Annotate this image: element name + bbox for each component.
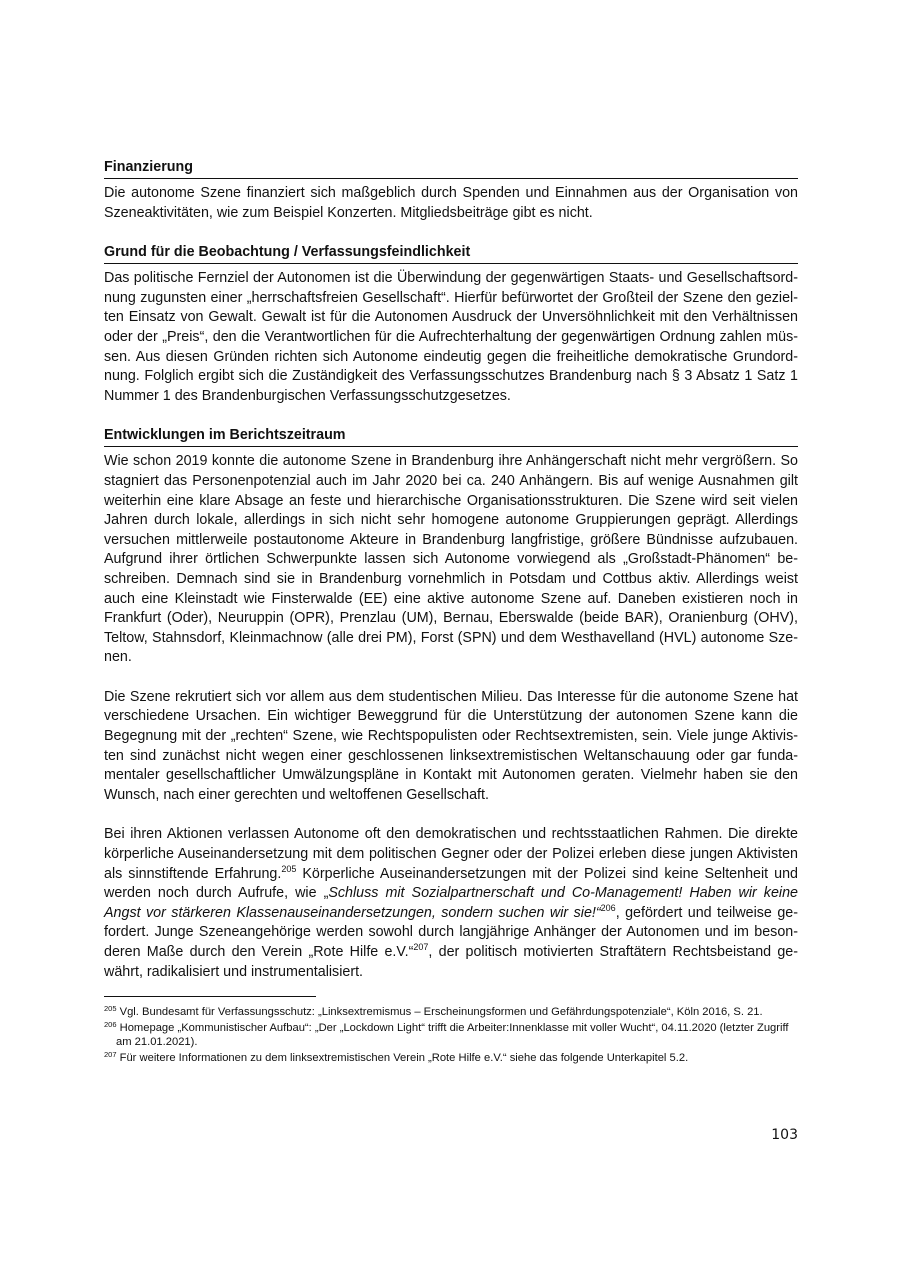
footnote-ref-205[interactable]: 205 [281,863,297,874]
paragraph-entwicklungen-3 [104,825,798,982]
p3-text-b: Körperliche Auseinandersetzungen mit der Polizei sind keine Seltenheit und werden noch durch Aufrufe, wie „ [104,865,798,902]
p3-text-a: Bei ihren Aktionen verlassen Autonome oft den demokratischen und rechtsstaatlichen Rahmen. Die direkte körperliche Auseinandersetzung mit dem politischen Gegner oder der Polizei erleben diese jungen Aktivisten als sinnstiftende Erfahrung. [104,826,798,882]
footnote-ref-207[interactable]: 207 [413,942,429,952]
footnote-text: Für weitere Informationen zu dem linksextremistischen Verein „Rote Hilfe e.V.“ siehe das folgende Unterkapitel 5.2. [116,1052,689,1065]
footnote-text: Vgl. Bundesamt für Verfassungsschutz: „Linksextremismus – Erscheinungsformen und Gefährdungspotenziale“, Köln 2016, S. 21. [116,1006,763,1019]
heading-grund: Grund für die Beobachtung / Verfassungsfeindlichkeit [104,243,798,264]
footnote-205 [104,1005,798,1019]
paragraph-grund: Das politische Fernziel der Autonomen ist die Überwindung der gegenwärtigen Staats- und Gesellschaftsordnung zugunsten einer „herrschaftsfreien Gesellschaft“. Hierfür befürwortet der Großteil der Szene den gezielten Einsatz von Gewalt. Gewalt ist für die Autonomen Ausdruck der Unversöhnlichkeit mit den Verhältnissen oder der „Preis“, den die Verantwortlichen für die Aufrechterhaltung der gegenwärtigen Ordnung zahlen müssen. Aus diesen Gründen richten sich Autonome eindeutig gegen die freiheitliche demokratische Grundordnung. Folglich ergibt sich die Zuständigkeit des Verfassungsschutzes Brandenburg nach § 3 Absatz 1 Satz 1 Nummer 1 des Brandenburgischen Verfassungsschutzgesetzes. [104,270,798,404]
p3-text-d: , gefördert und teilweise gefordert. Junge Szeneangehörige werden sowohl durch langjährige Anhänger der Autonomen und im besonderen Maße durch den Verein „Rote Hilfe e.V.“ [104,904,798,960]
footnotes [104,1005,798,1065]
paragraph-entwicklungen-1: Wie schon 2019 konnte die autonome Szene in Brandenburg ihre Anhängerschaft nicht mehr vergrößern. So stagniert das Personenpotenzial auch im Jahr 2020 bei ca. 240 Anhängern. Bis auf wenige Ausnahmen gilt weiterhin eine klare Absage an feste und hierarchische Organisationsstrukturen. Die Szene wird seit vielen Jahren durch lokale, allerdings in sich nicht sehr homogene autonome Gruppierungen geprägt. Allerdings versuchen mittlerweile postautonome Akteure in Brandenburg langfristige, größere Bündnisse aufzubauen. Aufgrund ihrer örtlichen Schwerpunkte lassen sich Autonome vorwiegend als „Großstadt-Phänomen“ beschreiben. Demnach sind sie in Brandenburg vornehmlich in Potsdam und Cottbus aktiv. Allerdings weist auch eine Kleinstadt wie Finsterwalde (EE) eine aktive autonome Szene auf. Daneben existieren noch in Frankfurt (Oder), Neuruppin (OPR), Prenzlau (UM), Bernau, Eberswalde (beide BAR), Oranienburg (OHV), Teltow, Stahnsdorf, Kleinmachnow (alle drei PM), Forst (SPN) und dem Westhavelland (HVL) autonome Szenen. [104,453,798,666]
paragraph-entwicklungen-2: Die Szene rekrutiert sich vor allem aus dem studentischen Milieu. Das Interesse für die autonome Szene hat verschiedene Ursachen. Ein wichtiger Beweggrund für die Unterstützung der autonomen Szene kann die Begegnung mit der „rechten“ Szene, wie Rechtspopulisten oder Rechtsextremisten, sein. Viele junge Aktivisten sind zunächst nicht wegen einer geschlossenen linksextremistischen Weltanschauung oder gar fundamentaler gesellschaftlicher Umwälzungspläne in Kontakt mit Autonomen geraten. Vielmehr haben sie den Wunsch, nach einer gerechten und weltoffenen Gesellschaft. [104,688,798,803]
footnote-text: Homepage „Kommunistischer Aufbau“: „Der „Lockdown Light“ trifft die Arbeiter:Innenklasse mit voller Wucht“, 04.11.2020 (letzter Zugriff am 21.01.2021). [116,1022,789,1049]
paragraph-finanzierung: Die autonome Szene finanziert sich maßgeblich durch Spenden und Einnahmen aus der Organisation von Szeneaktivitäten, wie zum Beispiel Konzerten. Mitgliedsbeiträge gibt es nicht. [104,185,798,221]
footnote-number: 205 [104,1004,117,1014]
p3-text-e: , der politisch motivierten Straftätern Rechtsbeistand gewährt, radikalisiert und instrumentalisiert. [104,944,799,980]
footnote-206 [104,1021,798,1049]
heading-finanzierung: Finanzierung [104,158,798,179]
p3-quote-close: “ [595,904,601,921]
page-number: 103 [771,1127,798,1143]
footnote-207 [104,1051,798,1065]
page-content [104,158,798,1067]
p3-quote: Schluss mit Sozialpartnerschaft und Co-Management! Haben wir keine Angst vor stärkeren Klassenauseinandersetzungen, sondern suchen wir sie! [104,885,798,921]
footnote-number: 206 [104,1020,117,1030]
heading-entwicklungen: Entwicklungen im Berichtszeitraum [104,426,798,447]
footnote-ref-206[interactable]: 206 [600,902,616,913]
footnote-divider [104,996,316,997]
footnote-number: 207 [104,1050,117,1060]
